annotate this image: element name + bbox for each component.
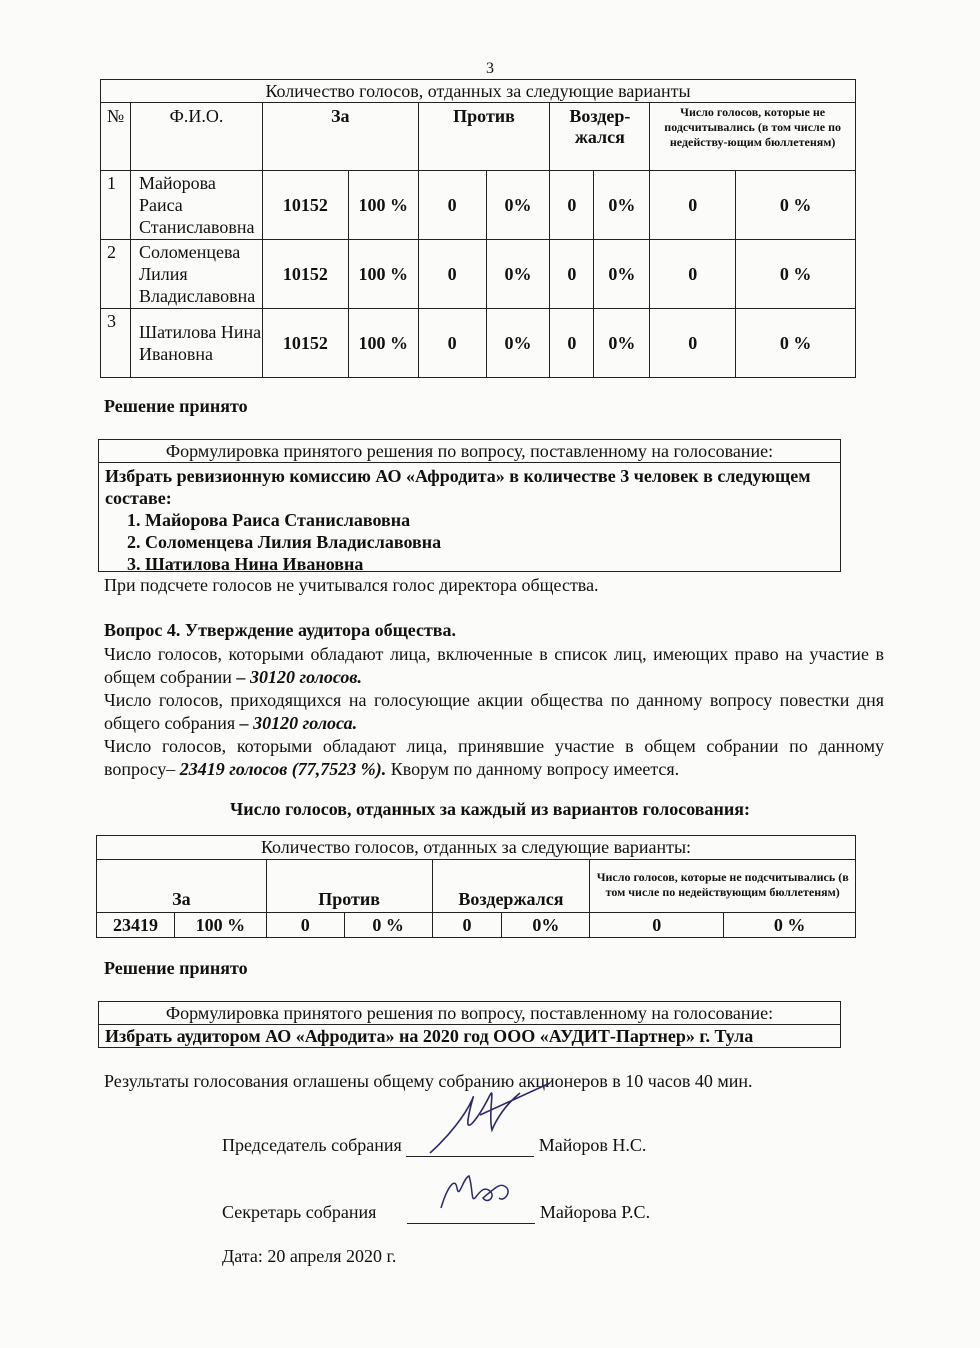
header-abstain: Воздержался (432, 860, 590, 913)
votes-subheading: Число голосов, отданных за каждый из вариантов голосования: (230, 799, 750, 819)
share-votes-text: Число голосов, приходящихся на голосующие акции общества по данному вопросу повестки дня общего собрания (104, 690, 884, 733)
against-count: 0 (418, 171, 486, 240)
abstain-percent: 0% (502, 913, 590, 938)
chair-signature (410, 1075, 560, 1165)
table-caption: Количество голосов, отданных за следующие варианты: (97, 836, 856, 860)
commission-list (105, 509, 840, 575)
for-percent: 100 % (174, 913, 266, 938)
abstain-count: 0 (432, 913, 502, 938)
secretary-label: Секретарь собрания (222, 1202, 377, 1222)
secretary-signature-line (407, 1202, 535, 1224)
header-abstain: Воздер- жался (550, 103, 650, 171)
header-fio: Ф.И.О. (130, 103, 262, 171)
participating-votes-text: Число голосов, которыми обладают лица, принявшие участие в общем собрании по данному вопросу– (104, 736, 884, 779)
header-for: За (97, 860, 267, 913)
question-4-title: Вопрос 4. Утверждение аудитора общества. (104, 620, 457, 640)
for-count: 23419 (97, 913, 175, 938)
candidate-name: Шатилова Нина Ивановна (130, 309, 262, 378)
row-index: 1 (101, 171, 131, 240)
against-count: 0 (418, 240, 486, 309)
decision-box-head: Формулировка принятого решения по вопросу, поставленному на голосование: (99, 1002, 840, 1025)
decision-accepted-1: Решение принято (104, 396, 248, 416)
abstain-count: 0 (550, 240, 594, 309)
chair-signature-row (222, 1135, 646, 1157)
against-percent: 0% (486, 171, 550, 240)
eligible-votes-text: Число голосов, которыми обладают лица, включенные в список лиц, имеющих право на участие в общем собрании (104, 644, 884, 687)
decision-box-head: Формулировка принятого решения по вопросу, поставленному на голосование: (99, 440, 840, 463)
table-caption: Количество голосов, отданных за следующие варианты (101, 80, 856, 103)
against-percent: 0% (486, 240, 550, 309)
candidate-name: Майорова Раиса Станиславовна (130, 171, 262, 240)
table-row (101, 309, 856, 378)
abstain-percent: 0% (594, 240, 650, 309)
for-percent: 100 % (348, 240, 418, 309)
header-invalid: Число голосов, которые не подсчитывались (в том числе по недейству-ющим бюллетеням) (650, 103, 856, 171)
against-count: 0 (418, 309, 486, 378)
document-date: Дата: 20 апреля 2020 г. (222, 1246, 397, 1266)
decision-box-2 (98, 1001, 841, 1048)
for-count: 10152 (262, 240, 348, 309)
for-count: 10152 (262, 171, 348, 240)
decision-text: Избрать ревизионную комиссию АО «Афродита» в количестве 3 человек в следующем составе: (105, 466, 811, 508)
for-percent: 100 % (348, 309, 418, 378)
against-count: 0 (266, 913, 344, 938)
invalid-percent: 0 % (736, 309, 856, 378)
votes-table-auditor (96, 835, 856, 938)
share-votes-value: – 30120 голоса. (239, 713, 358, 733)
invalid-percent: 0 % (736, 171, 856, 240)
decision-box-1 (98, 439, 841, 572)
table-row (101, 240, 856, 309)
secretary-signature (437, 1168, 537, 1223)
header-number: № (101, 103, 131, 171)
candidate-name: Соломенцева Лилия Владиславовна (130, 240, 262, 309)
header-invalid: Число голосов, которые не подсчитывались (в том числе по недействующим бюллетеням) (590, 860, 856, 913)
invalid-count: 0 (650, 171, 736, 240)
decision-text: Избрать аудитором АО «Афродита» на 2020 год ООО «АУДИТ-Партнер» г. Тула (105, 1026, 754, 1046)
quorum-text: Кворум по данному вопросу имеется. (386, 759, 680, 779)
invalid-percent: 0 % (736, 240, 856, 309)
note: При подсчете голосов не учитывался голос директора общества. (104, 575, 599, 595)
list-item: 3. Шатилова Нина Ивановна (145, 553, 840, 575)
against-percent: 0 % (344, 913, 432, 938)
participating-votes-value: 23419 голосов (77,7523 %). (179, 759, 387, 779)
invalid-percent: 0 % (724, 913, 856, 938)
against-percent: 0% (486, 309, 550, 378)
chair-signature-line (406, 1135, 534, 1157)
row-index: 3 (101, 309, 131, 378)
secretary-signature-row (222, 1202, 650, 1224)
abstain-percent: 0% (594, 309, 650, 378)
header-for: За (262, 103, 418, 171)
eligible-votes-value: – 30120 голосов. (236, 667, 362, 687)
for-count: 10152 (262, 309, 348, 378)
secretary-name: Майорова Р.С. (539, 1202, 651, 1222)
list-item: 1. Майорова Раиса Станиславовна (145, 509, 840, 531)
invalid-count: 0 (650, 240, 736, 309)
question-4-details (104, 643, 884, 781)
chair-name: Майоров Н.С. (538, 1135, 647, 1155)
results-announced: Результаты голосования оглашены общему собранию акционеров в 10 часов 40 мин. (104, 1071, 753, 1091)
header-against: Против (418, 103, 550, 171)
page-number: 3 (486, 60, 494, 77)
table-row (101, 171, 856, 240)
table-row (97, 913, 856, 938)
invalid-count: 0 (590, 913, 724, 938)
row-index: 2 (101, 240, 131, 309)
votes-table-candidates (100, 79, 856, 378)
abstain-count: 0 (550, 171, 594, 240)
abstain-count: 0 (550, 309, 594, 378)
header-against: Против (266, 860, 432, 913)
list-item: 2. Соломенцева Лилия Владиславовна (145, 531, 840, 553)
decision-accepted-2: Решение принято (104, 958, 248, 978)
abstain-percent: 0% (594, 171, 650, 240)
for-percent: 100 % (348, 171, 418, 240)
invalid-count: 0 (650, 309, 736, 378)
chair-label: Председатель собрания (222, 1135, 402, 1155)
